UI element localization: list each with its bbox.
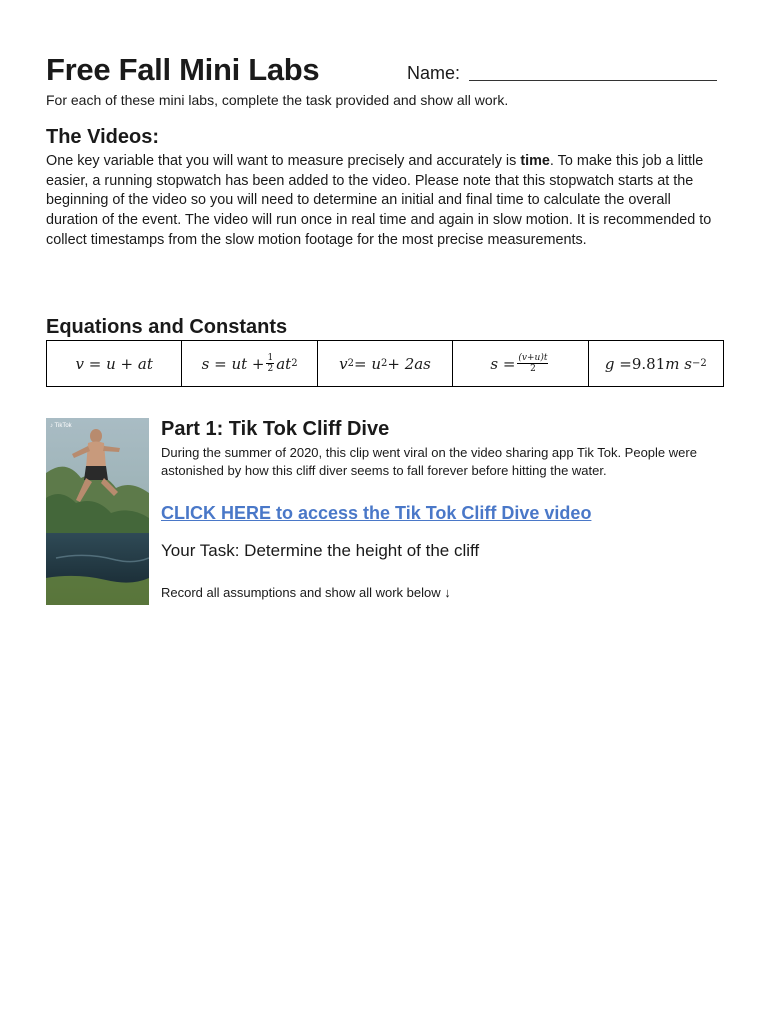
eq4-frac-num: (v+u)t: [518, 353, 548, 363]
eq5-unit: m s: [665, 354, 692, 373]
videos-paragraph-start: One key variable that you will want to measure precisely and accurately is: [46, 153, 521, 169]
equations-table: [46, 340, 724, 387]
equation-average-velocity: [453, 341, 588, 386]
eq2-frac-num: 1: [267, 353, 274, 363]
eq5-exponent: −2: [691, 358, 707, 369]
cliff-dive-video-link[interactable]: CLICK HERE to access the Tik Tok Cliff Dive video: [161, 503, 592, 523]
videos-heading: The Videos:: [46, 126, 159, 148]
eq3-exponent-1: 2: [347, 358, 354, 369]
videos-paragraph: [46, 152, 726, 251]
equation-velocity-text: v = u + at: [75, 354, 153, 373]
cliff-diver-video-thumbnail[interactable]: [46, 418, 149, 605]
eq2-frac-den: 2: [267, 364, 274, 374]
constant-gravity: [589, 341, 723, 386]
videos-paragraph-end: . To make this job a little easier, a running stopwatch has been added to the video. Please note that this stopwatch starts at the beginning of the video so you will need to determine an initial and final time to calculate the overall duration of the event. The video will run once in real time and again in slow motion. It is recommended to collect timestamps from the slow motion footage for the most precise measurements.: [46, 153, 712, 248]
part1-task: Your Task: Determine the height of the cliff: [161, 541, 480, 560]
eq2-suffix: at: [276, 354, 292, 373]
eq4-frac-den: 2: [530, 364, 536, 374]
equation-velocity-squared: [318, 341, 453, 386]
eq2-exponent: 2: [291, 358, 298, 369]
name-blank-line[interactable]: [469, 80, 717, 81]
header: [46, 52, 718, 92]
equation-displacement: [182, 341, 317, 386]
part1-title: Part 1: Tik Tok Cliff Dive: [161, 418, 390, 440]
svg-text:♪ TikTok: ♪ TikTok: [50, 423, 72, 429]
eq2-prefix: s = ut +: [201, 354, 265, 373]
eq5-value: 9.81: [631, 354, 666, 373]
name-label: Name:: [407, 63, 461, 83]
eq3-rhs: + 2as: [387, 354, 431, 373]
page-title: Free Fall Mini Labs: [46, 52, 320, 87]
eq3-mid: = u: [353, 354, 381, 373]
eq4-prefix: s =: [490, 354, 516, 373]
equations-heading: Equations and Constants: [46, 316, 288, 338]
equation-velocity: [47, 341, 182, 386]
eq4-fraction: [517, 353, 548, 374]
videos-paragraph-bold: time: [520, 153, 550, 169]
instructions-subtitle: For each of these mini labs, complete the task provided and show all work.: [46, 92, 509, 108]
eq3-exponent-2: 2: [380, 358, 388, 369]
eq2-fraction: [266, 353, 274, 374]
part1-record-instructions: Record all assumptions and show all work below ↓: [161, 585, 451, 600]
eq5-prefix: g =: [604, 354, 632, 373]
cliff-diver-image: [46, 418, 149, 605]
eq3-lhs: v: [339, 354, 348, 373]
part1-description: During the summer of 2020, this clip went viral on the video sharing app Tik Tok. People were astonished by how this cliff diver seems to fall forever before hitting the water.: [161, 445, 697, 478]
